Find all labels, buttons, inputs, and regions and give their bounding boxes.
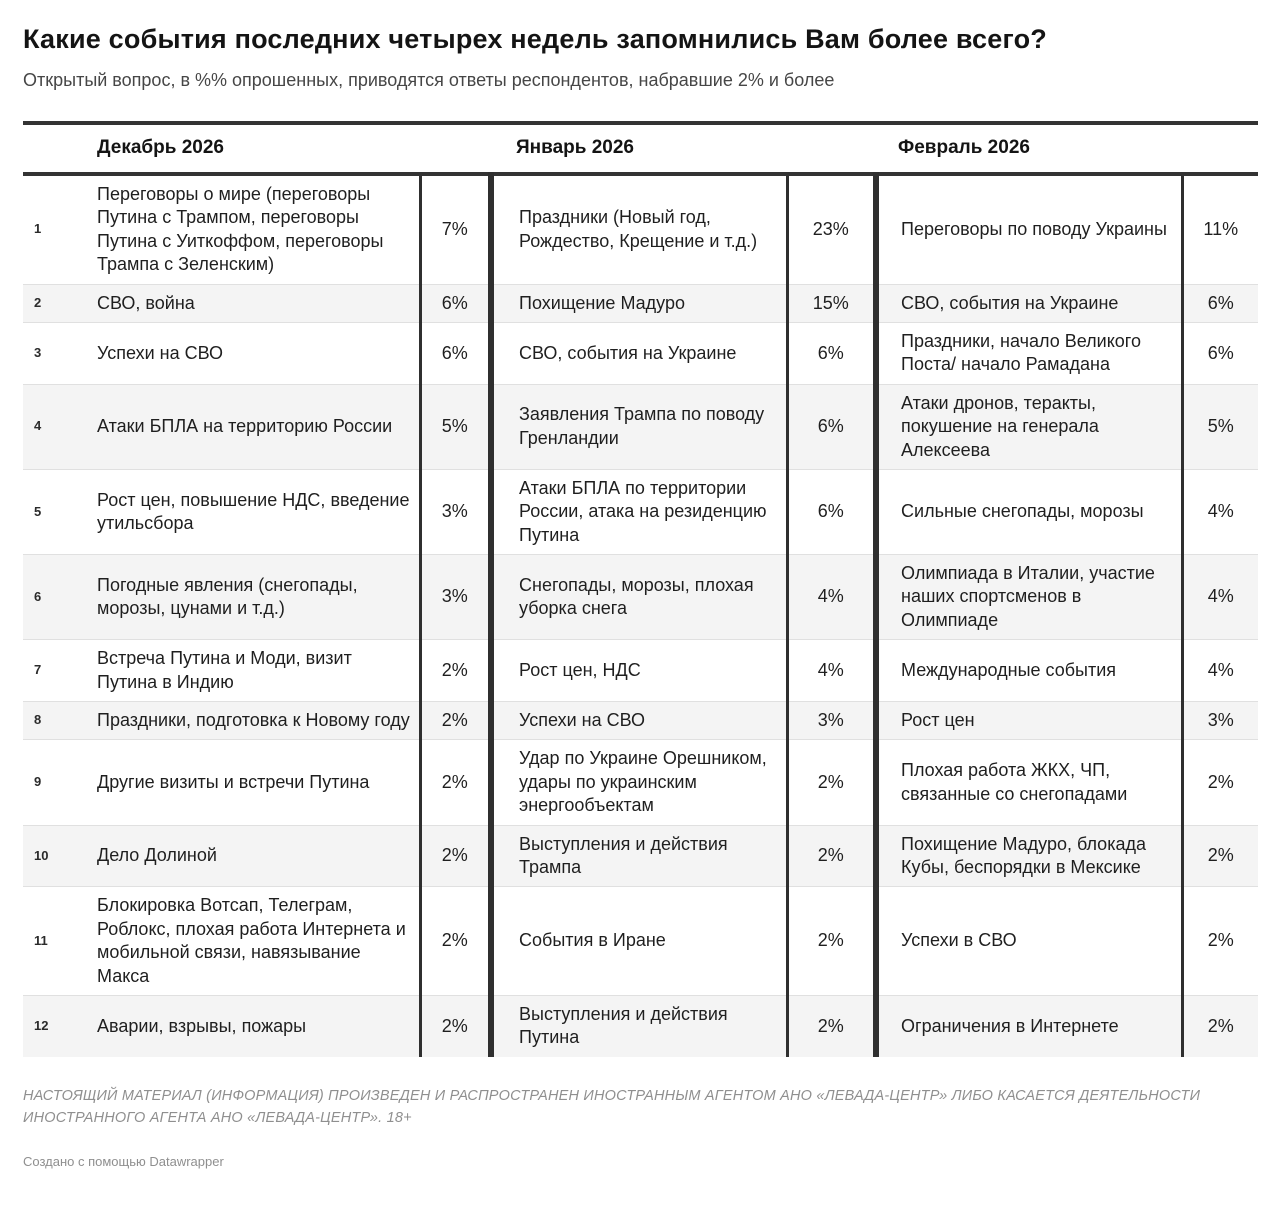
december-event-cell: Праздники, подготовка к Новому году [97,710,410,731]
december-event-cell: Аварии, взрывы, пожары [97,1015,307,1036]
row-rank: 11 [34,932,48,948]
row-rank: 5 [34,503,42,519]
header-spacer [787,123,876,174]
december-percent-cell: 2% [420,887,491,996]
february-percent-cell: 5% [1182,384,1258,469]
february-percent-cell: 2% [1182,995,1258,1056]
row-rank: 8 [34,712,42,728]
january-event-cell: Выступления и действия Путина [491,995,787,1056]
december-percent-cell: 3% [420,469,491,554]
february-event-cell: Рост цен [876,702,1182,740]
datawrapper-credit-link[interactable]: Создано с помощью Datawrapper [23,1154,224,1170]
january-percent-cell: 2% [787,740,876,825]
february-percent-cell: 4% [1182,555,1258,640]
february-percent-cell: 3% [1182,702,1258,740]
february-event-cell: Переговоры по поводу Украины [876,174,1182,284]
february-event-cell: Международные события [876,640,1182,702]
february-event-cell: Ограничения в Интернете [876,995,1182,1056]
december-event-cell: СВО, война [97,292,195,313]
january-percent-cell: 23% [787,174,876,284]
january-percent-cell: 2% [787,995,876,1056]
january-event-cell: Похищение Мадуро [491,284,787,322]
january-event-cell: Снегопады, морозы, плохая уборка снега [491,555,787,640]
january-event-cell: Удар по Украине Орешником, удары по украинским энергообъектам [491,740,787,825]
february-event-cell: Плохая работа ЖКХ, ЧП, связанные со снегопадами [876,740,1182,825]
february-percent-cell: 2% [1182,825,1258,887]
december-percent-cell: 6% [420,322,491,384]
january-percent-cell: 3% [787,702,876,740]
february-percent-cell: 4% [1182,640,1258,702]
december-percent-cell: 2% [420,702,491,740]
december-event-cell: Другие визиты и встречи Путина [97,771,370,792]
december-percent-cell: 6% [420,284,491,322]
january-event-cell: СВО, события на Украине [491,322,787,384]
row-rank: 9 [34,774,42,790]
table-row [23,555,1258,640]
december-percent-cell: 5% [420,384,491,469]
december-event-cell: Рост цен, повышение НДС, введение утильсбора [97,489,410,533]
table-row [23,469,1258,554]
table-row [23,702,1258,740]
january-event-cell: Праздники (Новый год, Рождество, Крещение и т.д.) [491,174,787,284]
december-percent-cell: 7% [420,174,491,284]
header-spacer [420,123,491,174]
february-event-cell: Олимпиада в Италии, участие наших спортсменов в Олимпиаде [876,555,1182,640]
december-percent-cell: 2% [420,995,491,1056]
february-percent-cell: 6% [1182,284,1258,322]
december-event-cell: Атаки БПЛА на территорию России [97,416,393,437]
december-event-cell: Переговоры о мире (переговоры Путина с Трампом, переговоры Путина с Уиткоффом, переговоры Трампа с Зеленским) [97,184,384,275]
table-row [23,284,1258,322]
row-rank: 2 [34,294,42,310]
row-rank: 4 [34,418,42,434]
february-event-cell: СВО, события на Украине [876,284,1182,322]
december-event-cell: Успехи на СВО [97,342,224,363]
december-event-cell: Блокировка Вотсап, Телеграм, Роблокс, плохая работа Интернета и мобильной связи, навязывание Макса [97,895,406,986]
header-january: Январь 2026 [516,137,634,158]
header-december: Декабрь 2026 [97,137,224,158]
february-event-cell: Праздники, начало Великого Поста/ начало Рамадана [876,322,1182,384]
december-percent-cell: 3% [420,555,491,640]
table-row [23,384,1258,469]
row-rank: 7 [34,662,42,678]
table-header [23,123,1258,174]
january-event-cell: Заявления Трампа по поводу Гренландии [491,384,787,469]
february-percent-cell: 4% [1182,469,1258,554]
january-event-cell: События в Иране [491,887,787,996]
row-rank: 12 [34,1017,49,1033]
chart-subtitle: Открытый вопрос, в %% опрошенных, приводятся ответы респондентов, набравшие 2% и более [23,70,835,90]
february-percent-cell: 2% [1182,740,1258,825]
january-percent-cell: 6% [787,384,876,469]
table-row [23,174,1258,284]
february-percent-cell: 11% [1182,174,1258,284]
february-event-cell: Атаки дронов, теракты, покушение на генерала Алексеева [876,384,1182,469]
december-percent-cell: 2% [420,825,491,887]
row-rank: 10 [34,847,49,863]
table-row [23,740,1258,825]
january-percent-cell: 4% [787,555,876,640]
row-rank: 6 [34,588,42,604]
december-event-cell: Дело Долиной [97,845,217,866]
february-event-cell: Сильные снегопады, морозы [876,469,1182,554]
february-percent-cell: 6% [1182,322,1258,384]
header-row [23,123,1258,174]
december-event-cell: Встреча Путина и Моди, визит Путина в Индию [97,648,352,692]
january-event-cell: Выступления и действия Трампа [491,825,787,887]
january-event-cell: Успехи на СВО [491,702,787,740]
january-percent-cell: 6% [787,322,876,384]
january-event-cell: Рост цен, НДС [491,640,787,702]
december-percent-cell: 2% [420,640,491,702]
table-row [23,995,1258,1056]
january-percent-cell: 2% [787,887,876,996]
february-event-cell: Похищение Мадуро, блокада Кубы, беспорядки в Мексике [876,825,1182,887]
header-spacer [1182,123,1258,174]
row-rank: 3 [34,344,42,360]
january-percent-cell: 6% [787,469,876,554]
table-row [23,640,1258,702]
january-percent-cell: 4% [787,640,876,702]
december-percent-cell: 2% [420,740,491,825]
table-body [23,174,1258,1057]
february-event-cell: Успехи в СВО [876,887,1182,996]
survey-results-table [23,121,1258,1057]
row-rank: 1 [34,221,42,237]
header-february: Февраль 2026 [898,137,1030,158]
table-row [23,322,1258,384]
february-percent-cell: 2% [1182,887,1258,996]
january-percent-cell: 2% [787,825,876,887]
table-row [23,887,1258,996]
table-row [23,825,1258,887]
chart-title: Какие события последних четырех недель запомнились Вам более всего? [23,24,1047,54]
december-event-cell: Погодные явления (снегопады, морозы, цунами и т.д.) [97,574,358,619]
january-event-cell: Атаки БПЛА по территории России, атака на резиденцию Путина [491,469,787,554]
january-percent-cell: 15% [787,284,876,322]
foreign-agent-disclaimer: НАСТОЯЩИЙ МАТЕРИАЛ (ИНФОРМАЦИЯ) ПРОИЗВЕДЕН И РАСПРОСТРАНЕН ИНОСТРАННЫМ АГЕНТОМ АНО «ЛЕВАДА-ЦЕНТР» ЛИБО КАСАЕТСЯ ДЕЯТЕЛЬНОСТИ ИНОСТРАННОГО АГЕНТА АНО «ЛЕВАДА-ЦЕНТР». 18+ [23,1087,1201,1127]
